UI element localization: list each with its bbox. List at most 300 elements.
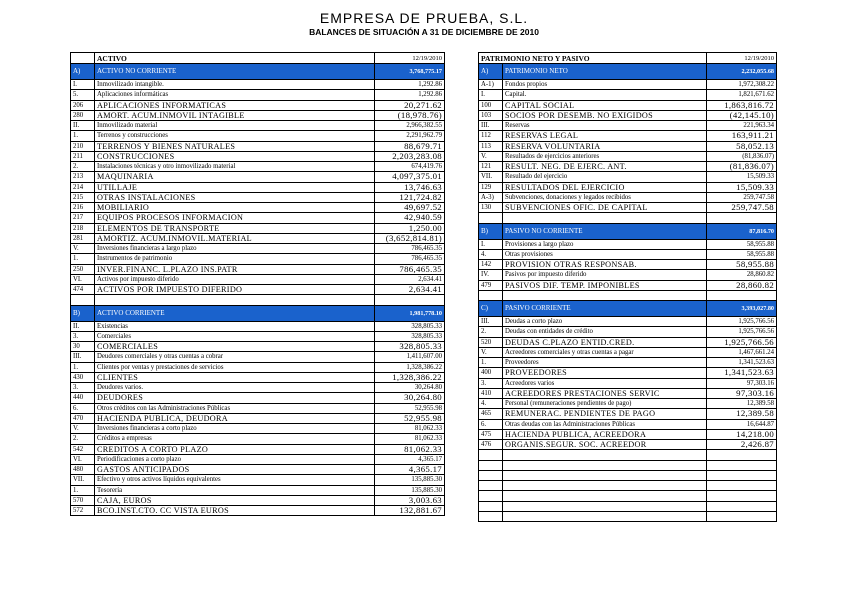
table-row: [479, 249, 777, 259]
account-label: Inversiones financieras a corto plazo: [95, 424, 375, 434]
account-code: 281: [71, 233, 95, 243]
table-row: [479, 317, 777, 327]
account-code: 129: [479, 182, 503, 192]
table-row: [71, 362, 445, 372]
account-code: 250: [71, 264, 95, 274]
section-total-row: [479, 223, 777, 239]
section-code: B): [71, 305, 95, 321]
account-label: Tesorería: [95, 485, 375, 495]
table-row: [71, 90, 445, 100]
table-row: [479, 358, 777, 368]
section-code: A): [71, 64, 95, 80]
table-row: [71, 285, 445, 295]
account-code: 214: [71, 182, 95, 192]
table-row: [479, 100, 777, 110]
account-label: CAJA, EUROS: [95, 495, 375, 505]
company-title: EMPRESA DE PRUEBA, S.L.: [319, 10, 529, 26]
table-row: [71, 495, 445, 505]
account-code: 430: [71, 372, 95, 382]
table-row: [479, 203, 777, 213]
account-label: Otros créditos con las Administraciones Públicas: [95, 403, 375, 413]
blank-cell: [707, 501, 777, 511]
balance-date: 12/19/2010: [707, 53, 777, 64]
account-code: 216: [71, 203, 95, 213]
account-amount: 4,365.17: [375, 465, 445, 475]
account-amount: 13,746.63: [375, 182, 445, 192]
account-code: 470: [71, 413, 95, 423]
account-amount: 786,465.35: [375, 244, 445, 254]
account-code: VII.: [479, 172, 503, 182]
table-row: [71, 151, 445, 161]
section-label: PASIVO CORRIENTE: [503, 301, 707, 317]
account-code: III.: [479, 121, 503, 131]
spacer-row: [479, 501, 777, 511]
account-amount: 58,052.13: [707, 141, 777, 151]
account-amount: 3,003.63: [375, 495, 445, 505]
account-code: III.: [71, 352, 95, 362]
account-amount: 15,509.33: [707, 182, 777, 192]
account-code: 217: [71, 213, 95, 223]
account-code: 100: [479, 100, 503, 110]
account-label: Activos por impuesto diferido: [95, 274, 375, 284]
account-code: 1.: [71, 485, 95, 495]
account-label: Periodificaciones a corto plazo: [95, 454, 375, 464]
blank-cell: [479, 501, 503, 511]
account-code: 211: [71, 151, 95, 161]
table-row: [479, 162, 777, 172]
account-label: REMUNERAC. PENDIENTES DE PAGO: [503, 409, 707, 419]
account-label: PROVISION OTRAS RESPONSAB.: [503, 260, 707, 270]
account-amount: 49,697.52: [375, 203, 445, 213]
account-label: EQUIPOS PROCESOS INFORMACION: [95, 213, 375, 223]
account-label: Deudores varios.: [95, 383, 375, 393]
table-row: [71, 264, 445, 274]
account-amount: 4,365.17: [375, 454, 445, 464]
section-total-row: [71, 64, 445, 80]
account-code: 479: [479, 280, 503, 290]
blank-cell: [503, 450, 707, 460]
account-code: 3.: [479, 378, 503, 388]
spacer-row: [479, 481, 777, 491]
account-label: Subvenciones, donaciones y legados recibidos: [503, 192, 707, 202]
table-row: [71, 233, 445, 243]
account-label: Clientes por ventas y prestaciones de servicios: [95, 362, 375, 372]
table-row: [479, 347, 777, 357]
account-label: GASTOS ANTICIPADOS: [95, 465, 375, 475]
spacer-row: [71, 295, 445, 305]
account-code: 465: [479, 409, 503, 419]
account-label: Acreedores varios: [503, 378, 707, 388]
account-code: V.: [71, 424, 95, 434]
blank-cell: [707, 460, 777, 470]
spacer-row: [479, 511, 777, 521]
account-code: 142: [479, 260, 503, 270]
account-amount: 328,805.33: [375, 321, 445, 331]
blank-cell: [479, 470, 503, 480]
account-amount: 259,747.58: [707, 203, 777, 213]
assets-table: [70, 52, 445, 516]
account-amount: 52,955.98: [375, 413, 445, 423]
table-row: [71, 352, 445, 362]
table-row: [479, 399, 777, 409]
account-code: 218: [71, 223, 95, 233]
account-code: A-1): [479, 80, 503, 90]
account-code: 2.: [71, 162, 95, 172]
account-label: ACREEDORES PRESTACIONES SERVIC: [503, 388, 707, 398]
section-label: PATRIMONIO NETO: [503, 64, 707, 80]
account-amount: 786,465.35: [375, 254, 445, 264]
account-amount: 12,389.58: [707, 409, 777, 419]
account-label: ORGANIS.SEGUR. SOC. ACREEDOR: [503, 440, 707, 450]
account-label: HACIENDA PUBLICA, DEUDORA: [95, 413, 375, 423]
account-amount: 1,863,816.72: [707, 100, 777, 110]
account-code: 1.: [71, 131, 95, 141]
account-code: 4.: [479, 399, 503, 409]
account-label: PROVEEDORES: [503, 368, 707, 378]
account-amount: 58,955.88: [707, 249, 777, 259]
account-amount: 97,303.16: [707, 378, 777, 388]
section-code: C): [479, 301, 503, 317]
account-amount: 1,925,766.56: [707, 327, 777, 337]
account-amount: 42,940.59: [375, 213, 445, 223]
account-code: II.: [71, 121, 95, 131]
table-row: [71, 223, 445, 233]
section-amount: 1,981,778.10: [375, 305, 445, 321]
account-label: OTRAS INSTALACIONES: [95, 192, 375, 202]
table-row: [71, 475, 445, 485]
account-amount: (81,836.07): [707, 151, 777, 161]
account-amount: 14,218.00: [707, 429, 777, 439]
table-row: [71, 393, 445, 403]
account-amount: 328,805.33: [375, 331, 445, 341]
table-row: [71, 141, 445, 151]
table-row: [479, 368, 777, 378]
table-row: [71, 254, 445, 264]
account-amount: 1,292.86: [375, 80, 445, 90]
blank-cell: [479, 450, 503, 460]
account-amount: 1,411,607.00: [375, 352, 445, 362]
account-amount: 1,328,386.22: [375, 372, 445, 382]
account-label: RESULTADOS DEL EJERCICIO: [503, 182, 707, 192]
account-code: V.: [71, 244, 95, 254]
equity-liabilities-table: [478, 52, 777, 522]
blank-cell: [479, 481, 503, 491]
section-heading: ACTIVO: [95, 53, 375, 64]
table-row: [479, 110, 777, 120]
blank-cell: [71, 295, 95, 305]
table-row: [71, 213, 445, 223]
account-amount: 88,679.71: [375, 141, 445, 151]
section-label: PASIVO NO CORRIENTE: [503, 223, 707, 239]
table-row: [479, 80, 777, 90]
table-row: [479, 337, 777, 347]
account-code: 1.: [479, 358, 503, 368]
blank-cell: [707, 511, 777, 521]
account-amount: 1,328,386.22: [375, 362, 445, 372]
account-code: 480: [71, 465, 95, 475]
table-row: [71, 80, 445, 90]
table-row: [71, 465, 445, 475]
account-label: Aplicaciones informáticas: [95, 90, 375, 100]
account-label: AMORT. ACUM.INMOVIL INTAGIBLE: [95, 110, 375, 120]
account-label: Provisiones a largo plazo: [503, 239, 707, 249]
blank-cell: [503, 290, 707, 300]
section-total-row: [479, 64, 777, 80]
account-amount: 259,747.58: [707, 192, 777, 202]
account-code: 476: [479, 440, 503, 450]
account-amount: 12,389.58: [707, 399, 777, 409]
blank-cell: [503, 491, 707, 501]
account-label: COMERCIALES: [95, 342, 375, 352]
account-amount: 58,955.88: [707, 239, 777, 249]
header-spacer: [71, 53, 95, 64]
blank-cell: [707, 450, 777, 460]
table-row: [71, 342, 445, 352]
account-amount: 135,885.30: [375, 485, 445, 495]
account-label: HACIENDA PUBLICA, ACREEDORA: [503, 429, 707, 439]
account-code: 3.: [71, 331, 95, 341]
table-row: [71, 434, 445, 444]
section-total-row: [71, 305, 445, 321]
blank-cell: [707, 491, 777, 501]
account-code: 1.: [71, 254, 95, 264]
account-code: 5.: [71, 90, 95, 100]
account-amount: (42,145.10): [707, 110, 777, 120]
table-row: [479, 151, 777, 161]
account-code: 410: [479, 388, 503, 398]
account-amount: 52,955.98: [375, 403, 445, 413]
account-amount: 221,963.34: [707, 121, 777, 131]
account-amount: (81,836.07): [707, 162, 777, 172]
account-code: 103: [479, 110, 503, 120]
table-row: [479, 131, 777, 141]
account-label: Fondos propios: [503, 80, 707, 90]
table-row: [479, 121, 777, 131]
table-row: [71, 244, 445, 254]
account-label: Personal (remuneraciones pendientes de pago): [503, 399, 707, 409]
account-label: INVER.FINANC. L.PLAZO INS.PATR: [95, 264, 375, 274]
table-row: [71, 182, 445, 192]
spacer-row: [479, 450, 777, 460]
spacer-row: [479, 470, 777, 480]
account-code: I.: [71, 80, 95, 90]
section-label: ACTIVO NO CORRIENTE: [95, 64, 375, 80]
account-amount: 1,925,766.56: [707, 337, 777, 347]
table-header-row: [71, 53, 445, 64]
account-label: Deudas con entidades de crédito: [503, 327, 707, 337]
account-code: 215: [71, 192, 95, 202]
table-header-row: [479, 53, 777, 64]
account-code: 121: [479, 162, 503, 172]
balance-date: 12/19/2010: [375, 53, 445, 64]
table-row: [71, 454, 445, 464]
account-label: Resultado del ejercicio: [503, 172, 707, 182]
blank-cell: [503, 213, 707, 223]
table-row: [71, 110, 445, 120]
account-code: II.: [71, 321, 95, 331]
account-amount: 1,821,671.62: [707, 90, 777, 100]
table-row: [479, 388, 777, 398]
account-label: SOCIOS POR DESEMB. NO EXIGIDOS: [503, 110, 707, 120]
blank-cell: [707, 290, 777, 300]
blank-cell: [479, 290, 503, 300]
account-code: 542: [71, 444, 95, 454]
account-label: APLICACIONES INFORMATICAS: [95, 100, 375, 110]
account-code: 6.: [479, 419, 503, 429]
blank-cell: [503, 460, 707, 470]
account-code: 213: [71, 172, 95, 182]
table-row: [71, 485, 445, 495]
account-amount: 2,634.41: [375, 285, 445, 295]
account-code: 2.: [479, 327, 503, 337]
account-amount: 1,341,523.63: [707, 358, 777, 368]
account-label: Inmovilizado intangible.: [95, 80, 375, 90]
account-amount: 121,724.82: [375, 192, 445, 202]
table-row: [71, 424, 445, 434]
account-label: SUBVENCIONES OFIC. DE CAPITAL: [503, 203, 707, 213]
blank-cell: [503, 511, 707, 521]
table-row: [479, 270, 777, 280]
account-code: III.: [479, 317, 503, 327]
blank-cell: [707, 481, 777, 491]
section-amount: 3,768,775.17: [375, 64, 445, 80]
account-amount: 1,250.00: [375, 223, 445, 233]
account-code: 113: [479, 141, 503, 151]
account-code: 570: [71, 495, 95, 505]
table-row: [71, 444, 445, 454]
table-row: [479, 182, 777, 192]
account-amount: 30,264.80: [375, 383, 445, 393]
blank-cell: [375, 295, 445, 305]
account-code: 4.: [479, 249, 503, 259]
table-row: [71, 321, 445, 331]
account-label: Reservas: [503, 121, 707, 131]
account-label: Capital.: [503, 90, 707, 100]
account-amount: (3,652,814.81): [375, 233, 445, 243]
account-amount: 786,465.35: [375, 264, 445, 274]
account-amount: (18,978.76): [375, 110, 445, 120]
account-amount: 4,097,375.01: [375, 172, 445, 182]
account-amount: 58,955.88: [707, 260, 777, 270]
table-row: [479, 280, 777, 290]
blank-cell: [95, 295, 375, 305]
account-amount: 81,062.33: [375, 434, 445, 444]
account-label: Existencias: [95, 321, 375, 331]
account-amount: 30,264.80: [375, 393, 445, 403]
blank-cell: [503, 470, 707, 480]
account-amount: 135,885.30: [375, 475, 445, 485]
account-label: Otras deudas con las Administraciones Públicas: [503, 419, 707, 429]
account-amount: 328,805.33: [375, 342, 445, 352]
table-row: [479, 90, 777, 100]
account-code: VII.: [71, 475, 95, 485]
section-code: A): [479, 64, 503, 80]
table-row: [71, 131, 445, 141]
account-label: ELEMENTOS DE TRANSPORTE: [95, 223, 375, 233]
account-code: A-3): [479, 192, 503, 202]
account-label: Inmovilizado material: [95, 121, 375, 131]
account-label: Pasivos por impuesto diferido: [503, 270, 707, 280]
section-amount: 3,393,027.80: [707, 301, 777, 317]
blank-cell: [503, 481, 707, 491]
report-subtitle: BALANCES DE SITUACIÓN A 31 DE DICIEMBRE DE 2010: [309, 27, 539, 37]
account-label: DEUDORES: [95, 393, 375, 403]
account-amount: 28,860.82: [707, 280, 777, 290]
blank-cell: [503, 501, 707, 511]
table-row: [479, 429, 777, 439]
account-amount: 81,062.33: [375, 424, 445, 434]
table-row: [71, 372, 445, 382]
account-code: VI.: [71, 454, 95, 464]
account-code: 400: [479, 368, 503, 378]
account-amount: 15,509.33: [707, 172, 777, 182]
table-row: [479, 192, 777, 202]
account-amount: 20,271.62: [375, 100, 445, 110]
account-label: DEUDAS C.PLAZO ENTID.CRED.: [503, 337, 707, 347]
blank-cell: [707, 470, 777, 480]
account-code: 30: [71, 342, 95, 352]
account-amount: 163,911.21: [707, 131, 777, 141]
account-amount: 1,292.86: [375, 90, 445, 100]
account-amount: 1,341,523.63: [707, 368, 777, 378]
account-label: RESERVA VOLUNTARIA: [503, 141, 707, 151]
account-code: 210: [71, 141, 95, 151]
account-label: Deudas a corto plazo: [503, 317, 707, 327]
account-label: Terrenos y construcciones: [95, 131, 375, 141]
account-label: RESULT. NEG. DE EJERC. ANT.: [503, 162, 707, 172]
account-amount: 2,426.87: [707, 440, 777, 450]
account-label: TERRENOS Y BIENES NATURALES: [95, 141, 375, 151]
account-amount: 16,644.87: [707, 419, 777, 429]
account-label: Inversiones financieras a largo plazo: [95, 244, 375, 254]
section-total-row: [479, 301, 777, 317]
account-code: 1.: [71, 362, 95, 372]
account-label: MAQUINARIA: [95, 172, 375, 182]
account-label: UTILLAJE: [95, 182, 375, 192]
table-row: [479, 440, 777, 450]
spacer-row: [479, 213, 777, 223]
table-row: [71, 506, 445, 516]
blank-cell: [479, 511, 503, 521]
account-code: I.: [479, 239, 503, 249]
account-code: 520: [479, 337, 503, 347]
account-code: I.: [479, 90, 503, 100]
section-amount: 87,816.70: [707, 223, 777, 239]
table-row: [479, 141, 777, 151]
account-amount: 2,291,962.79: [375, 131, 445, 141]
spacer-row: [479, 460, 777, 470]
account-amount: 1,925,766.56: [707, 317, 777, 327]
account-label: ACTIVOS POR IMPUESTO DIFERIDO: [95, 285, 375, 295]
account-label: BCO.INST.CTO. CC VISTA EUROS: [95, 506, 375, 516]
account-label: Créditos a empresas: [95, 434, 375, 444]
blank-cell: [479, 491, 503, 501]
account-code: V.: [479, 347, 503, 357]
account-amount: 2,634.41: [375, 274, 445, 284]
account-code: 6.: [71, 403, 95, 413]
account-code: 440: [71, 393, 95, 403]
table-row: [71, 100, 445, 110]
account-amount: 674,419.76: [375, 162, 445, 172]
account-label: Proveedores: [503, 358, 707, 368]
table-row: [479, 327, 777, 337]
account-label: CONSTRUCCIONES: [95, 151, 375, 161]
blank-cell: [479, 213, 503, 223]
section-amount: 2,232,055.68: [707, 64, 777, 80]
account-label: RESERVAS LEGAL: [503, 131, 707, 141]
account-label: CAPITAL SOCIAL: [503, 100, 707, 110]
account-label: Acreedores comerciales y otras cuentas a pagar: [503, 347, 707, 357]
